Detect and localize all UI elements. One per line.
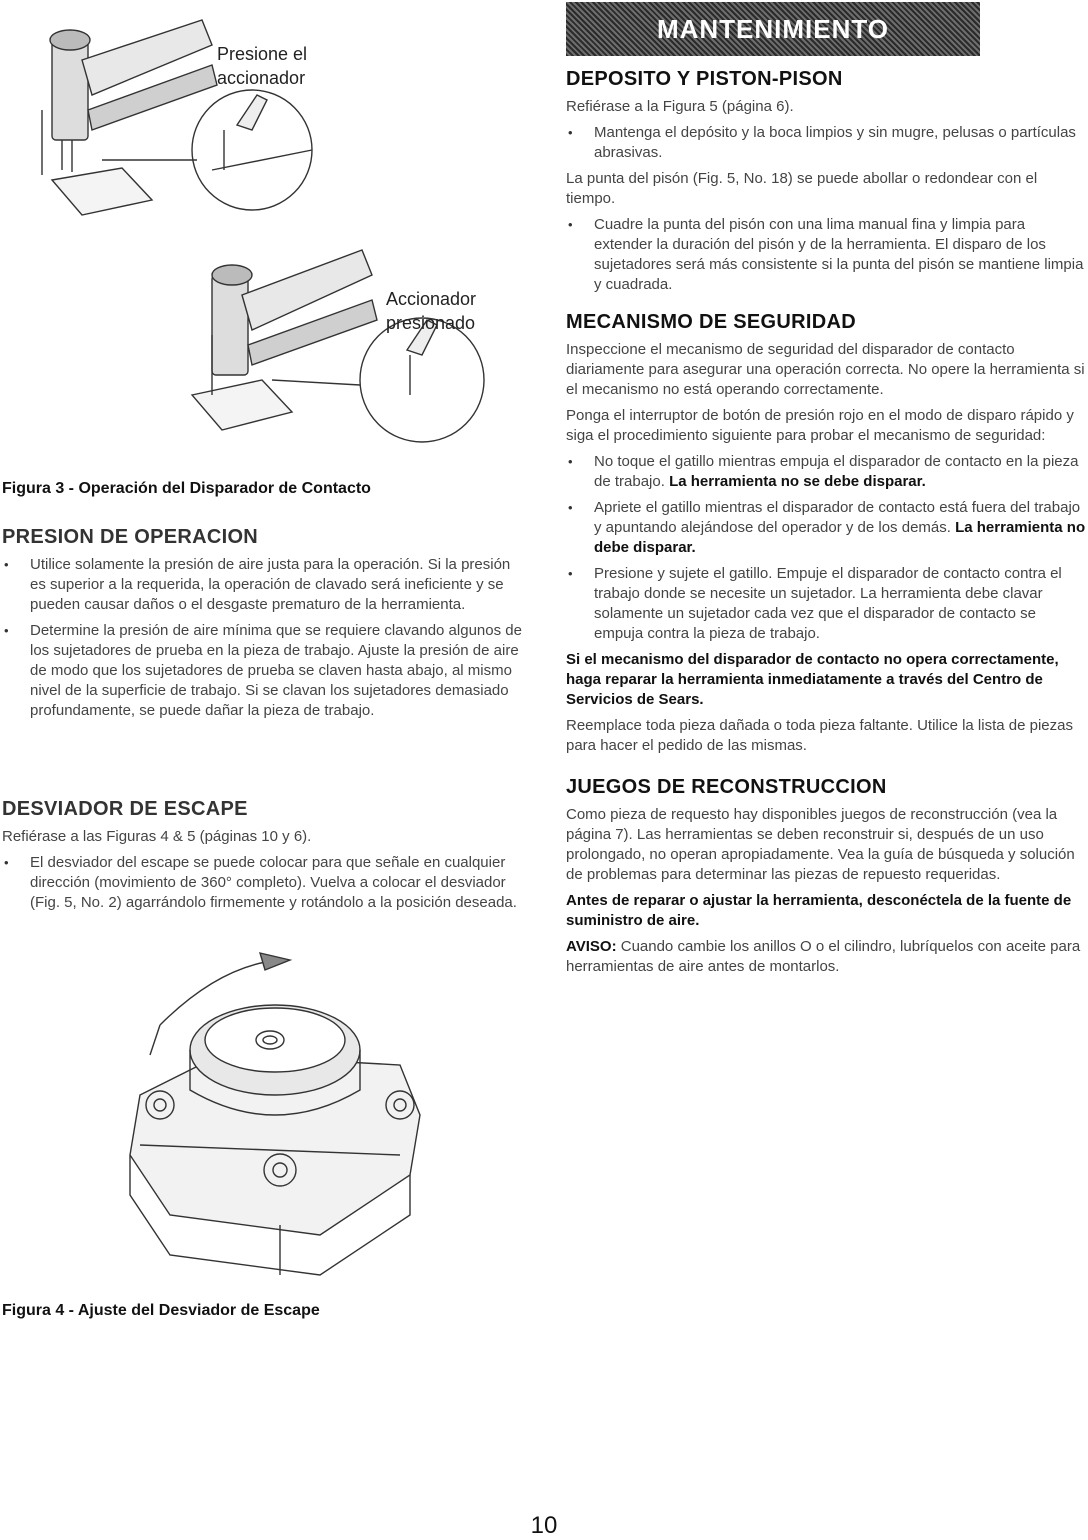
presion-section	[2, 526, 522, 727]
mantenimiento-banner	[566, 2, 980, 56]
presion-bullet-2: • Determine la presión de aire mínima que se requiere clavando algunos de los sujetadores de prueba en la pieza de trabajo. Ajuste la presión de aire de modo que los sujetadores de prueba se claven hasta abajo, al mismo nivel de la superficie de trabajo. Si se clavan los sujetadores demasiado profundamente, se puede dañar la pieza de trabajo.	[2, 621, 522, 721]
figure-3-caption: Figura 3 - Operación del Disparador de Contacto	[2, 480, 371, 497]
mecanismo-heading: MECANISMO DE SEGURIDAD	[566, 311, 856, 333]
fig3-label-bottom-1: Accionador	[386, 289, 477, 309]
mecanismo-bullet-1: • No toque el gatillo mientras empuja el disparador de contacto en la pieza de trabajo. La herramienta no se debe disparar.	[566, 452, 1086, 492]
mecanismo-warning: Si el mecanismo del disparador de contacto no opera correctamente, haga reparar la herramienta inmediatamente a través del Centro de Servicios de Sears.	[566, 651, 1059, 708]
desviador-bullet-1: • El desviador del escape se puede colocar para que señale en cualquier dirección (movimiento de 360° completo). Vuelva a colocar el desviador (Fig. 5, No. 2) agarrándolo firmemente y rotándolo a la posición deseada.	[2, 853, 522, 913]
desviador-intro: Refiérase a las Figuras 4 & 5 (páginas 10 y 6).	[2, 828, 312, 845]
presion-heading: PRESION DE OPERACION	[2, 526, 259, 548]
figure-4-caption: Figura 4 - Ajuste del Desviador de Escape	[2, 1302, 320, 1319]
deposito-heading: DEPOSITO Y PISTON-PISON	[566, 68, 843, 90]
mecanismo-para-3: Reemplace toda pieza dañada o toda pieza faltante. Utilice la lista de piezas para hacer el pedido de las mismas.	[566, 717, 1073, 754]
desviador-section	[2, 798, 522, 919]
right-column	[566, 68, 1086, 983]
juegos-bold-para: Antes de reparar o ajustar la herramienta, desconéctela de la fuente de suministro de aire.	[566, 892, 1072, 929]
figure-4-illustration	[100, 945, 440, 1300]
desviador-heading: DESVIADOR DE ESCAPE	[2, 798, 248, 820]
juegos-aviso: AVISO: Cuando cambie los anillos O o el cilindro, lubríquelos con aceite para herramientas de aire antes de montarlos.	[566, 938, 1081, 975]
page-number: 10	[530, 1512, 558, 1539]
mecanismo-bullet-3: • Presione y sujete el gatillo. Empuje el disparador de contacto contra el trabajo donde se necesite un sujetador. La herramienta debe clavar solamente un sujetador cada vez que el disparador de contacto se empuja contra la pieza de trabajo.	[566, 564, 1086, 644]
fig3-label-bottom-2: presionado	[386, 313, 476, 333]
deposito-bullet-1: • Mantenga el depósito y la boca limpios y sin mugre, pelusas o partículas abrasivas.	[566, 123, 1086, 163]
banner-title: MANTENIMIENTO	[656, 13, 890, 44]
fig3-label-top-1: Presione el	[217, 44, 308, 64]
mecanismo-bullet-2: • Apriete el gatillo mientras el disparador de contacto está fuera del trabajo y apuntando alejándose del operador y de los demás. La herramienta no debe disparar.	[566, 498, 1086, 558]
mecanismo-para-1: Inspeccione el mecanismo de seguridad del disparador de contacto diariamente para asegurar una operación correcta. No opere la herramienta si el mecanismo no está operando correctamente.	[566, 341, 1085, 398]
figure-3-illustration	[12, 0, 512, 470]
deposito-bullet-2: • Cuadre la punta del pisón con una lima manual fina y limpia para extender la duración del pisón y de la herramienta. El disparo de los sujetadores será más consistente si la punta del pisón se mantiene limpia y cuadrada.	[566, 215, 1086, 295]
juegos-para-1: Como pieza de requesto hay disponibles juegos de reconstrucción (vea la página 7). Las herramientas se deben reconstruir si, después de un uso prolongado, no operan apropiadamente. Vea la guía de búsqueda y solución de problemas para determinar las piezas de repuesto requeridas.	[566, 806, 1075, 883]
deposito-para: La punta del pisón (Fig. 5, No. 18) se puede abollar o redondear con el tiempo.	[566, 170, 1038, 207]
deposito-intro: Refiérase a la Figura 5 (página 6).	[566, 98, 794, 115]
mecanismo-para-2: Ponga el interruptor de botón de presión rojo en el modo de disparo rápido y siga el procedimiento siguiente para probar el mecanismo de seguridad:	[566, 407, 1074, 444]
juegos-heading: JUEGOS DE RECONSTRUCCION	[566, 776, 887, 798]
fig3-label-top-2: accionador	[217, 68, 306, 88]
presion-bullet-1: • Utilice solamente la presión de aire justa para la operación. Si la presión es superior a la requerida, la operación de clavado será ineficiente y se pueden causar daños o el desgaste prematuro de la herramienta.	[2, 555, 522, 615]
